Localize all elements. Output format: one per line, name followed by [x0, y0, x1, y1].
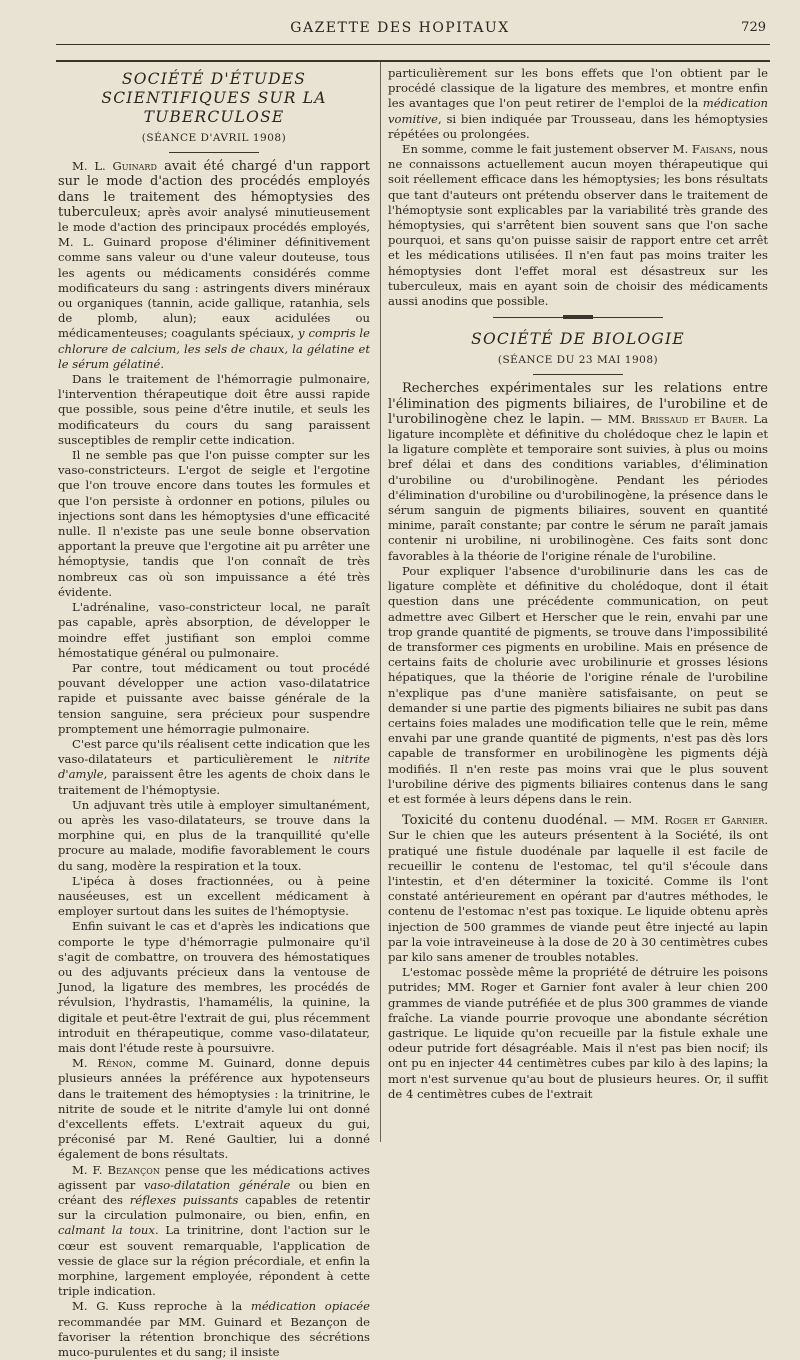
- section-divider: [493, 317, 663, 322]
- section-title-biologie: SOCIÉTÉ DE BIOLOGIE: [471, 330, 685, 349]
- paragraph: [58, 737, 370, 798]
- paragraph: [388, 66, 768, 142]
- paragraph: [58, 159, 370, 372]
- author-name: Faisans: [691, 142, 733, 157]
- paragraph-text: ou bien en créant des: [58, 1177, 370, 1208]
- paragraph: [388, 381, 768, 563]
- paragraph-text: M. G. Kuss reproche à la: [72, 1299, 251, 1314]
- lead-text: avait été chargé d'un rapport sur le mode d'action des procédés employés dans le traitement des hémoptysies des tuberculeux: [58, 159, 370, 220]
- paragraph-text: C'est parce qu'ils réalisent cette indication que les vaso-dilatateurs et particulièrement le: [58, 736, 370, 767]
- paragraph: [388, 813, 768, 965]
- paragraph-text: . Sur le chien que les auteurs présentent à la Société, ils ont pratiqué une fistule duodénale par laquelle il est facile de recueillir le contenu de l'estomac, tel qu'il s'écoule dans l'intestin, et d'en déterminer la toxicité. Comme ils l'ont constaté antérieurement en opérant par d'autres méthodes, le contenu de l'estomac n'est pas toxique. Le liquide obtenu après injection de 500 grammes de viande peut être injecté au lapin par la voie intraveineuse à la dose de 20 à 30 centimètres cubes par kilo sans amener de troubles notables.: [388, 813, 768, 964]
- paragraph-text: , paraissent être les agents de choix dans le traitement de l'hémoptysie.: [58, 767, 370, 797]
- paragraph: [58, 1056, 370, 1162]
- paragraph-text: pense que les médications actives agissent par: [58, 1162, 370, 1192]
- author-name: M. Rénon: [72, 1056, 133, 1071]
- author-name: M. F. Bezançon: [72, 1162, 160, 1177]
- paragraph: [388, 142, 768, 309]
- italic-text: médication vomitive: [388, 96, 768, 126]
- short-rule: [533, 374, 623, 375]
- author-name: Roger et Garnier: [664, 813, 765, 828]
- paragraph: Pour expliquer l'absence d'urobilinurie dans les cas de ligature complète et définitive du cholédoque, dont il était question dans une précédente communication, on peut admettre avec Gilbert et Herscher que le rein, envahi par une trop grande quantité de pigments, se trouve dans l'impossibilité de transformer ces pigments en urobiline. Mais en présence de certains faits de cholurie avec urobilinurie et grosses lésions hépatiques, que la théorie de l'origine rénale de l'urobiline n'explique pas d'une manière satisfaisante, on peut se demander si une partie des pigments biliaires ne subit pas dans certains foies malades une modification telle que le rein, même envahi par une grande quantité de pigments, n'est pas dès lors capable de transformer en urobilinogène les pigments déjà modifiés. Il n'en reste pas moins vrai que le plus souvent l'urobiline dérive des pigments biliaires contenus dans le sang et est formée à leurs dépens dans le rein.: [388, 563, 768, 806]
- paragraph: Dans le traitement de l'hémorragie pulmonaire, l'intervention thérapeutique doit être aussi rapide que possible, sous peine d'être inutile, et seuls les modificateurs du cours du sang paraissent susceptibles de remplir cette indication.: [58, 372, 370, 447]
- italic-text: réflexes puissants: [129, 1193, 239, 1208]
- paragraph-text: — MM.: [584, 411, 641, 426]
- article-heading: Recherches expérimentales sur les relations entre l'élimination des pigments biliaires, de l'urobiline et de l'urobilinogène chez le lapin.: [388, 381, 768, 427]
- paragraph-text: , comme M. Guinard, donne depuis plusieurs années la préférence aux hypotenseurs dans le traitement des hémoptysies : la trinitrine, le nitrite de soude et le nitrite d'amyle lui ont donné d'excellents effets. L'extrait aqueux du gui, préconisé par M. René Gaultier, lui a donné également de bons résultats.: [58, 1056, 370, 1162]
- seance-date-mai: (SÉANCE DU 23 MAI 1908): [497, 354, 659, 367]
- paragraph: Il ne semble pas que l'on puisse compter sur les vaso-constricteurs. L'ergot de seigle et l'ergotine que l'on trouve encore dans toutes les formules et que l'on persiste à ordonner en potions, pilules ou injections sont dans les hémoptysies d'une efficacité nulle. Il n'existe pas une seule bonne observation apportant la preuve que l'ergotine ait pu arrêter une hémoptysie, tandis que l'on connaît de très nombreux cas où son impuissance a été très évidente.: [58, 448, 370, 599]
- paragraph-text: . La trinitrine, dont l'action sur le cœur est souvent remarquable, l'application de vessie de glace sur la région précordiale, et enfin la morphine, largement employée, répondent à cette triple indication.: [58, 1223, 370, 1299]
- right-column: [388, 66, 768, 1102]
- paragraph-text: — MM.: [607, 813, 665, 828]
- paragraph-text: . La ligature incomplète et définitive du cholédoque chez le lapin et la ligature complète et temporaire sont suivies, à plus ou moins bref délai et dans des conditions variables, d'élimination d'urobiline ou d'urobilinogène. Pendant les périodes d'élimination d'urobiline ou d'urobilinogène, la présence dans le sérum sanguin de pigments biliaires, souvent en quantité minime, paraît constante; par contre le sérum ne paraît jamais contenir ni urobiline, ni urobilinogène. Ces faits sont donc favorables à la théorie de l'origine rénale de l'urobiline.: [388, 411, 769, 563]
- author-name: Brissaud et Bauer: [640, 411, 744, 426]
- left-column: [58, 66, 370, 1360]
- header-double-rule: [56, 60, 770, 62]
- italic-text: y compris le chlorure de calcium, les sels de chaux, la gélatine et le sérum gélatiné.: [58, 326, 371, 371]
- page-number: 729: [741, 20, 766, 35]
- paragraph: L'adrénaline, vaso-constricteur local, ne paraît pas capable, après absorption, de développer le moindre effet justifiant son emploi comme hémostatique général ou pulmonaire.: [58, 600, 370, 660]
- paragraph: [58, 1299, 370, 1360]
- paragraph-text: ; après avoir analysé minutieusement le mode d'action des principaux procédés employés, M. L. Guinard propose d'éliminer définitivement comme sans valeur ou d'une valeur douteuse, tous les agents ou médicaments considérés comme modificateurs du sang : astringents divers minéraux ou organiques (tannin, acide gallique, ratanhia, sels de plomb, alun); eaux acidulées ou médicamenteuses; coagulants spéciaux,: [58, 204, 370, 341]
- paragraph: Enfin suivant le cas et d'après les indications que comporte le type d'hémorragie pulmonaire qu'il s'agit de combattre, on trouvera des hémostatiques ou des adjuvants précieux dans la ventouse de Junod, la ligature des membres, les procédés de révulsion, l'hydrastis, l'hamamélis, la quinine, la digitale et peut-être l'extrait de gui, plus récemment introduit en thérapeutique, comme vaso-dilatateur, mais dont l'étude reste à poursuivre.: [58, 919, 370, 1055]
- author-name: M. L. Guinard: [72, 159, 157, 174]
- italic-text: calmant la toux: [58, 1223, 155, 1238]
- paragraph-text: , nous ne connaissons actuellement aucun moyen thérapeutique qui soit réellement efficace dans les hémoptysies; les bons résultats que tant d'auteurs ont prétendu observer dans le traitement de l'hémoptysie sont explicables par la variabilité très grande des hémoptysies, qui s'arrêtent bien souvent sans que l'on sache pourquoi, et sans qu'on puisse saisir de rapport entre cet arrêt et les médications utilisées. Il n'en faut pas moins traiter les hémoptysies dont l'effet moral est désastreux sur les tuberculeux, mais en ayant soin de choisir des médicaments aussi anodins que possible.: [388, 142, 768, 309]
- paragraph-text: capables de retentir sur la circulation pulmonaire, ou bien, enfin, en: [58, 1193, 370, 1223]
- section-title-tuberculose: SOCIÉTÉ D'ÉTUDES SCIENTIFIQUES SUR LA TUBERCULOSE: [101, 70, 327, 126]
- paragraph-text: , si bien indiquée par Trousseau, dans les hémoptysies répétées ou prolongées.: [388, 111, 768, 141]
- page-header: [0, 20, 800, 46]
- italic-text: nitrite d'amyle: [58, 752, 370, 782]
- paragraph: [58, 1163, 370, 1300]
- italic-text: médication opiacée: [250, 1299, 370, 1314]
- header-rule: [56, 44, 770, 45]
- journal-title: GAZETTE DES HOPITAUX: [290, 20, 510, 36]
- seance-date-avril: (SÉANCE D'AVRIL 1908): [141, 132, 287, 144]
- article-heading: Toxicité du contenu duodénal.: [402, 813, 608, 829]
- paragraph: L'estomac possède même la propriété de détruire les poisons putrides; MM. Roger et Garnier font avaler à leur chien 200 grammes de viande putréfiée et de plus 300 grammes de viande fraîche. La viande pourrie provoque une abondante sécrétion gastrique. Le liquide qu'on recueille par la fistule exhale une odeur putride fort désagréable. Mais il n'est pas bien nocif; ils ont pu en injecter 44 centimètres cubes par kilo à des lapins; la mort n'est survenue qu'au bout de plusieurs heures. Or, il suffit de 4 centimètres cubes de l'extrait: [388, 965, 768, 1101]
- paragraph: Par contre, tout médicament ou tout procédé pouvant développer une action vaso-dilatatrice rapide et puissante avec baisse générale de la tension sanguine, sera précieux pour suspendre promptement une hémorragie pulmonaire.: [58, 660, 370, 736]
- paragraph-text: particulièrement sur les bons effets que l'on obtient par le procédé classique de la ligature des membres, et montre enfin les avantages que l'on peut retirer de l'emploi de la: [388, 66, 768, 111]
- paragraph-text: En somme, comme le fait justement observer M.: [402, 142, 692, 157]
- short-rule: [169, 152, 259, 153]
- paragraph: Un adjuvant très utile à employer simultanément, ou après les vaso-dilatateurs, se trouve dans la morphine qui, en plus de la tranquillité qu'elle procure au malade, modifie favorablement le cours du sang, modère la respiration et la toux.: [58, 797, 370, 873]
- column-separator: [380, 62, 381, 1142]
- italic-text: vaso-dilatation générale: [143, 1177, 291, 1192]
- paragraph: L'ipéca à doses fractionnées, ou à peine nauséeuses, est un excellent médicament à employer surtout dans les suites de l'hémoptysie.: [58, 873, 370, 919]
- paragraph-text: recommandée par MM. Guinard et Bezançon de favoriser la rétention bronchique des sécrétions muco-purulentes et du sang; il insiste: [58, 1314, 370, 1360]
